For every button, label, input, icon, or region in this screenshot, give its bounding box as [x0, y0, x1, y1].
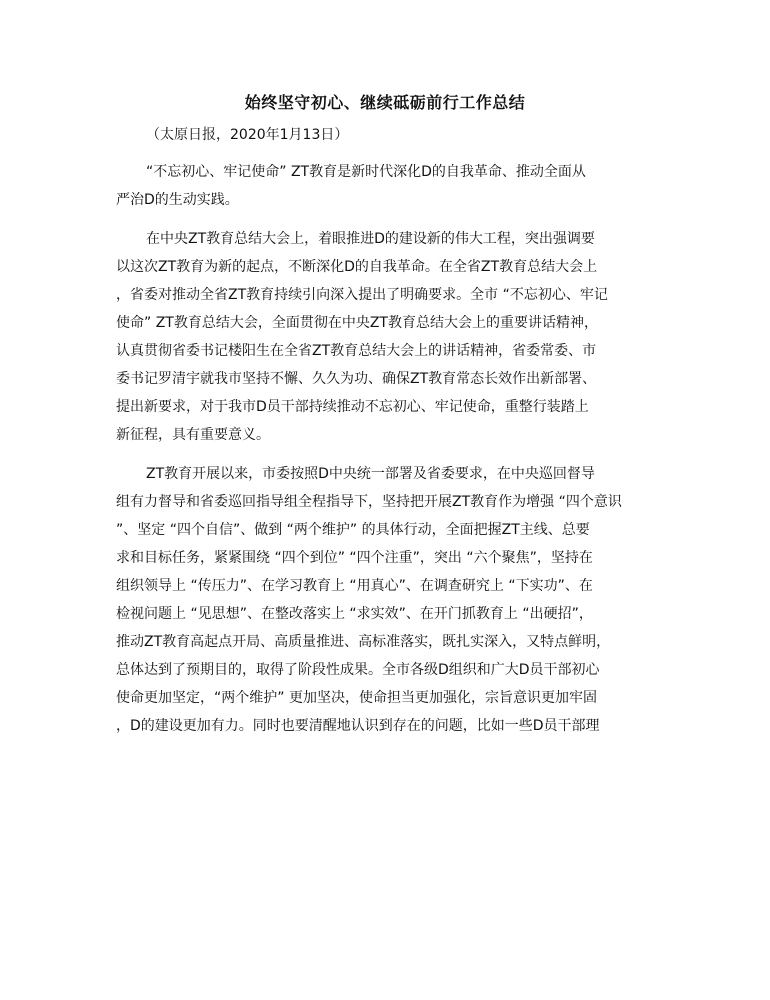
text-line: 以这次ZT教育为新的起点，不断深化D的自我革命。在全省ZT教育总结大会上 [116, 259, 598, 275]
text-line: 委书记罗清宇就我市坚持不懈、久久为功、确保ZT教育常态长效作出新部署、 [116, 371, 597, 387]
article-body [116, 158, 656, 751]
paragraph-2 [116, 225, 656, 449]
text-line: ，D的建设更加有力。同时也要清醒地认识到存在的问题，比如一些D员干部理 [116, 718, 600, 734]
text-line: ”、坚定 “四个自信”、做到 “两个维护” 的具体行动，全面把握ZT主线、总要 [116, 522, 590, 538]
text-line: ，省委对推动全省ZT教育持续引向深入提出了明确要求。全市 “不忘初心、牢记 [116, 287, 608, 303]
text-line: 严治D的生动实践。 [116, 192, 239, 208]
text-line: 组有力督导和省委巡回指导组全程指导下，坚持把开展ZT教育作为增强 “四个意识 [116, 494, 622, 510]
text-line: 求和目标任务，紧紧围绕 “四个到位” “四个注重”，突出 “六个聚焦”，坚持在 [116, 550, 593, 566]
text-line: 推动ZT教育高起点开局、高质量推进、高标准落实，既扎实深入，又特点鲜明， [116, 634, 611, 650]
source-line: （太原日报，2020年1月13日） [146, 127, 349, 143]
text-line: 认真贯彻省委书记楼阳生在全省ZT教育总结大会上的讲话精神，省委常委、市 [116, 343, 597, 359]
text-line: 总体达到了预期目的，取得了阶段性成果。全市各级D组织和广大D员干部初心 [116, 662, 600, 678]
text-line: “不忘初心、牢记使命” ZT教育是新时代深化D的自我革命、推动全面从 [146, 164, 586, 180]
text-line: 使命” ZT教育总结大会，全面贯彻在中央ZT教育总结大会上的重要讲话精神， [116, 315, 598, 331]
text-line: ZT教育开展以来，市委按照D中央统一部署及省委要求，在中央巡回督导 [146, 466, 595, 482]
paragraph-3 [116, 460, 656, 740]
text-line: 使命更加坚定，“两个维护” 更加坚决，使命担当更加强化，宗旨意识更加牢固 [116, 690, 597, 706]
text-line: 在中央ZT教育总结大会上，着眼推进D的建设新的伟大工程，突出强调要 [146, 231, 595, 247]
text-line: 新征程，具有重要意义。 [116, 427, 270, 443]
document-title: 始终坚守初心、继续砥砺前行工作总结 [244, 93, 526, 112]
text-line: 检视问题上 “见思想”、在整改落实上 “求实效”、在开门抓教育上 “出硬招”， [116, 606, 593, 622]
text-line: 提出新要求，对于我市D员干部持续推动不忘初心、牢记使命，重整行装踏上 [116, 399, 589, 415]
text-line: 组织领导上 “传压力”、在学习教育上 “用真心”、在调查研究上 “下实功”、在 [116, 578, 593, 594]
paragraph-1 [116, 158, 656, 214]
